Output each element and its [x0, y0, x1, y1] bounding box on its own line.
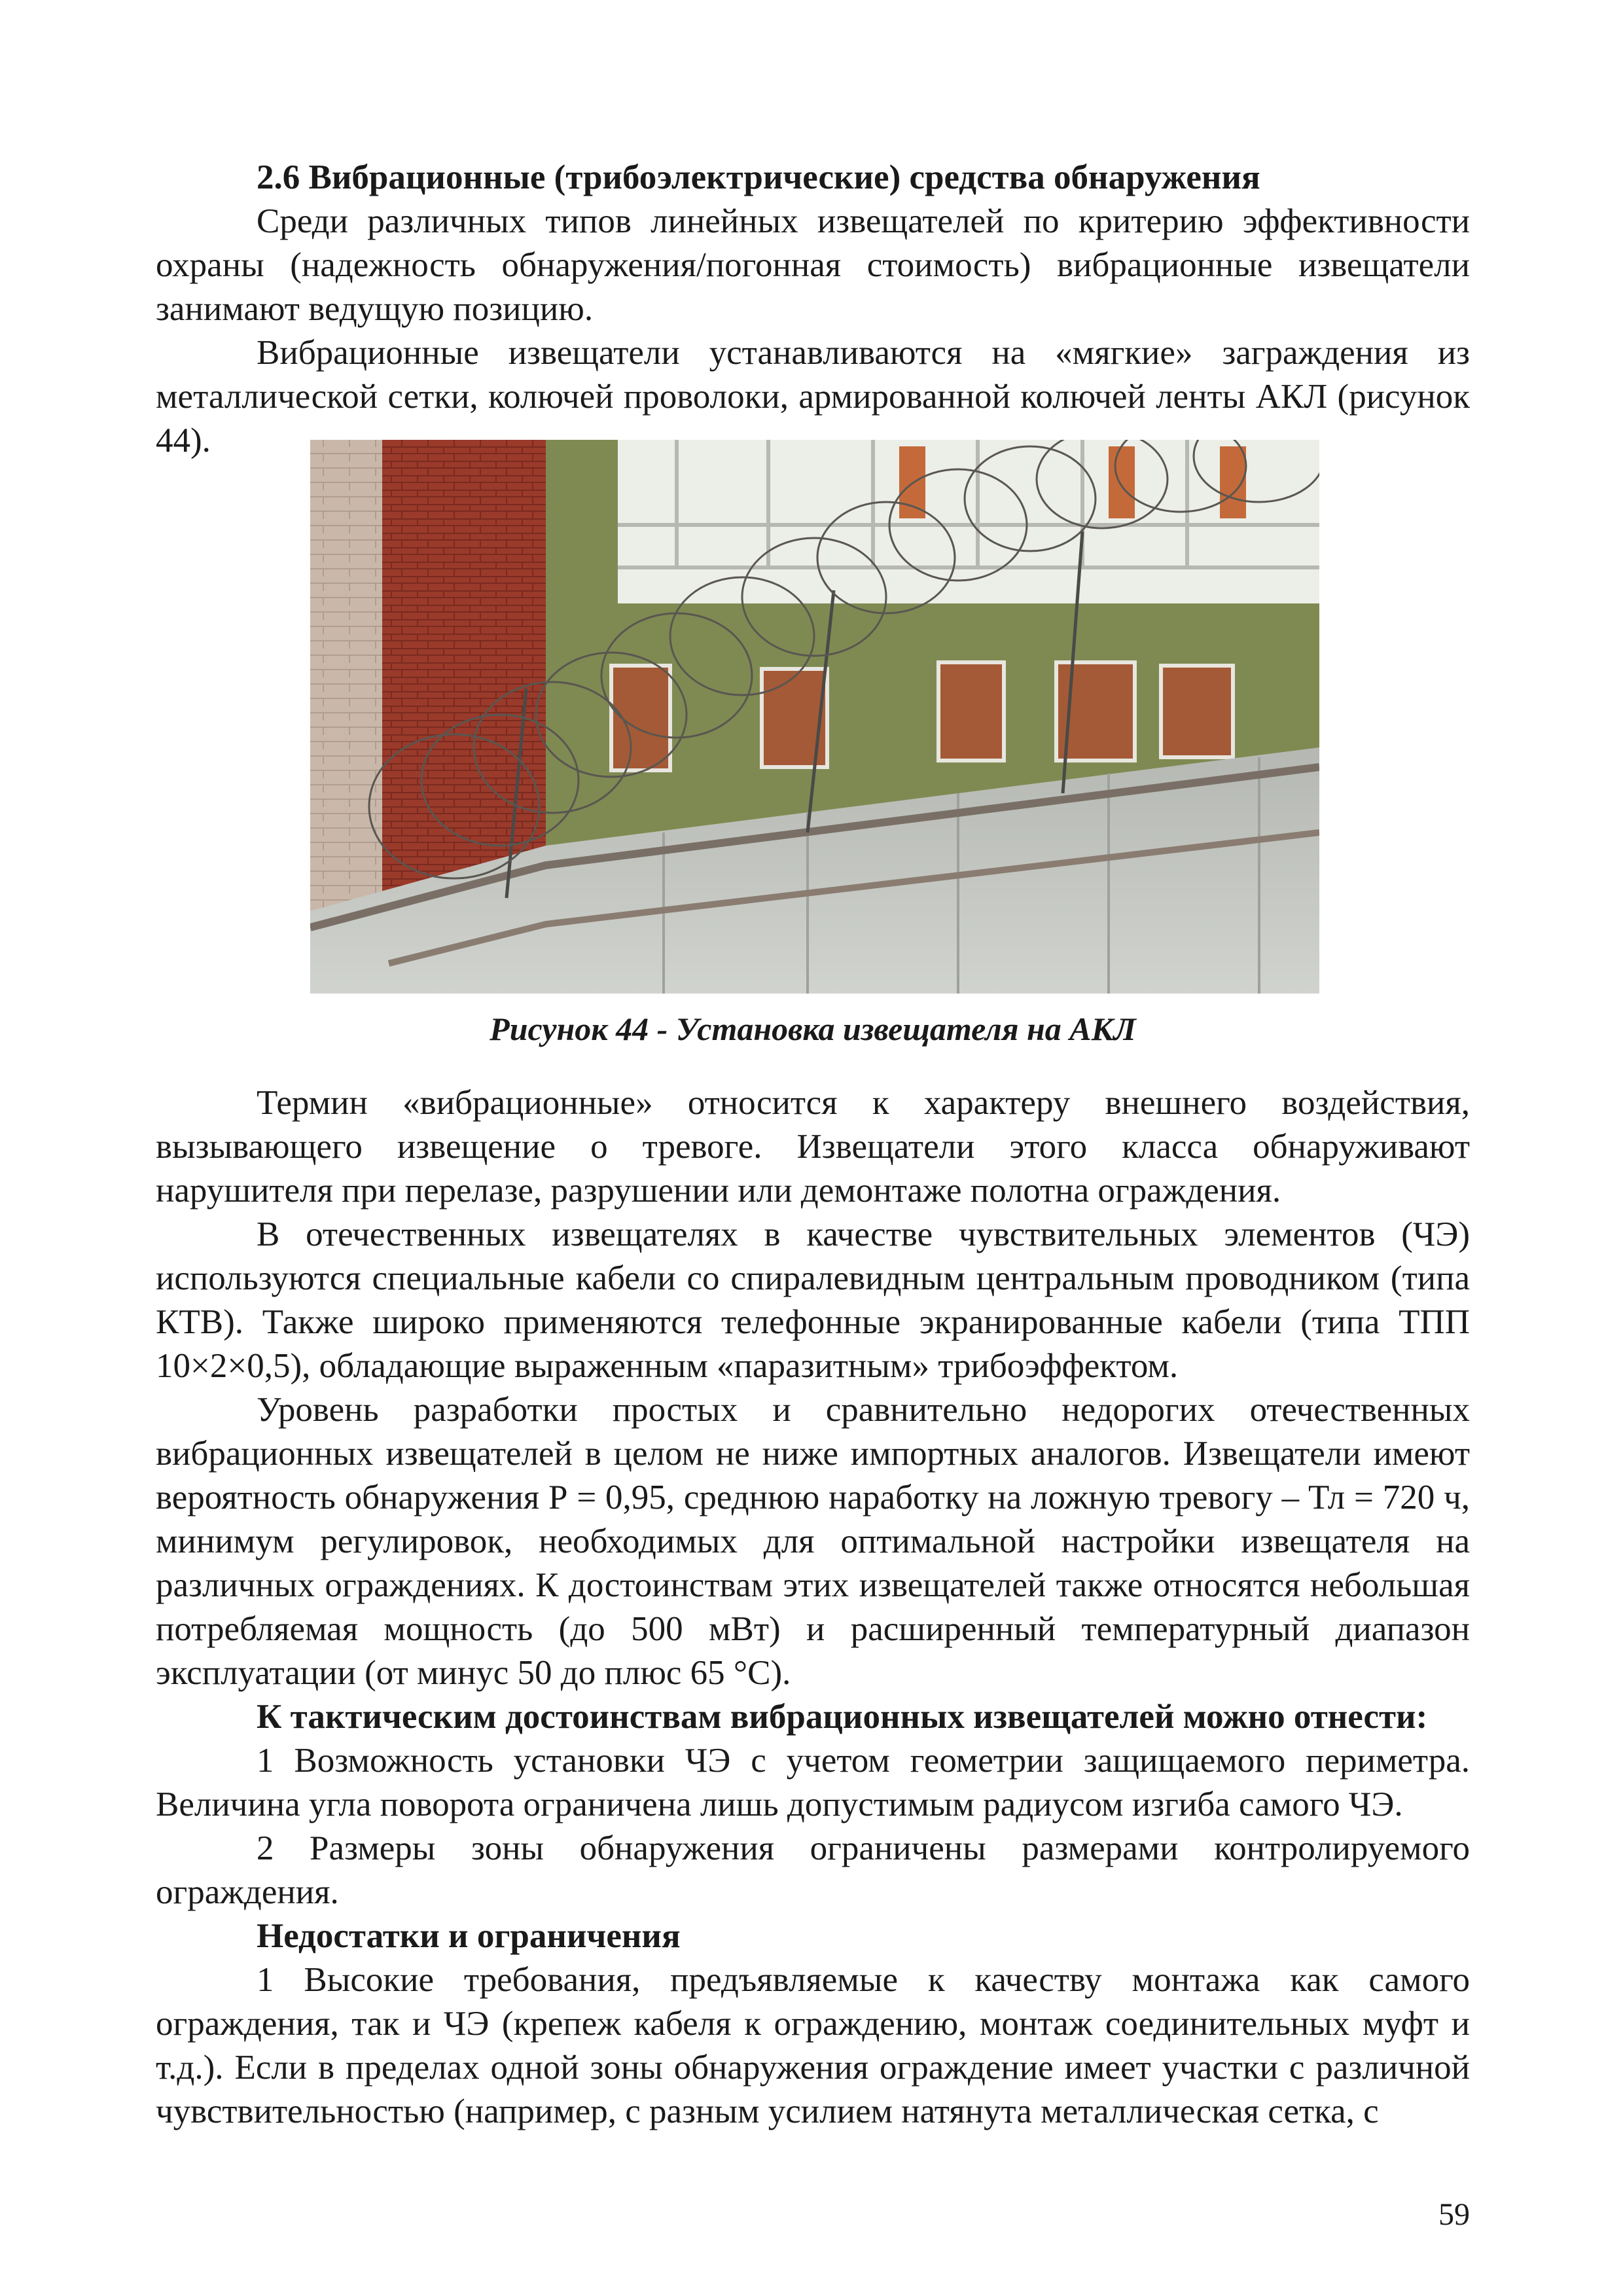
- paragraph: Среди различных типов линейных извещателей по критерию эффективности охраны (надежность обнаружения/погонная стоимость) вибрационные извещатели занимают ведущую позицию.: [156, 202, 1470, 328]
- drawbacks-heading: Недостатки и ограничения: [257, 1917, 681, 1955]
- figure-caption: Рисунок 44 - Установка извещателя на АКЛ: [490, 1011, 1136, 1047]
- section-body: [156, 1081, 1470, 2134]
- figure-photo: [310, 440, 1319, 994]
- list-item: 1 Возможность установки ЧЭ с учетом геометрии защищаемого периметра. Величина угла поворота ограничена лишь допустимым радиусом изгиба самого ЧЭ.: [156, 1742, 1470, 1823]
- paragraph: В отечественных извещателях в качестве чувствительных элементов (ЧЭ) используются специальные кабели со спиралевидным центральным проводником (типа КТВ). Также широко применяются телефонные экранированные кабели (типа ТПП 10×2×0,5), обладающие выраженным «паразитным» трибоэффектом.: [156, 1215, 1470, 1385]
- list-item: 1 Высокие требования, предъявляемые к качеству монтажа как самого ограждения, так и ЧЭ (крепеж кабеля к ограждению, монтаж соединительных муфт и т.д.). Если в пределах одной зоны обнаружения ограждение имеет участки с различной чувствительностью (например, с разным усилием натянута металлическая сетка, с: [156, 1961, 1470, 2130]
- advantages-heading: К тактическим достоинствам вибрационных извещателей можно отнести:: [257, 1698, 1428, 1736]
- paragraph: Термин «вибрационные» относится к характеру внешнего воздействия, вызывающего извещение о тревоге. Извещатели этого класса обнаруживают нарушителя при перелазе, разрушении или демонтаже полотна ограждения.: [156, 1084, 1470, 1210]
- section-intro: [156, 156, 1470, 463]
- section-heading: 2.6 Вибрационные (трибоэлектрические) средства обнаружения: [257, 158, 1260, 196]
- paragraph: Вибрационные извещатели устанавливаются на «мягкие» заграждения из металлической сетки, колючей проволоки, армированной колючей ленты АКЛ (рисунок 44).: [156, 334, 1470, 459]
- barbed-wire-fence-photo: [310, 440, 1319, 994]
- page-number: 59: [1438, 2197, 1470, 2232]
- paragraph: Уровень разработки простых и сравнительно недорогих отечественных вибрационных извещателей в целом не ниже импортных аналогов. Извещатели имеют вероятность обнаружения Р = 0,95, среднюю наработку на ложную тревогу – Тл = 720 ч, минимум регулировок, необходимых для оптимальной настройки извещателя на различных ограждениях. К достоинствам этих извещателей также относятся небольшая потребляемая мощность (до 500 мВт) и расширенный температурный диапазон эксплуатации (от минус 50 до плюс 65 °С).: [156, 1391, 1470, 1692]
- list-item: 2 Размеры зоны обнаружения ограничены размерами контролируемого ограждения.: [156, 1829, 1470, 1911]
